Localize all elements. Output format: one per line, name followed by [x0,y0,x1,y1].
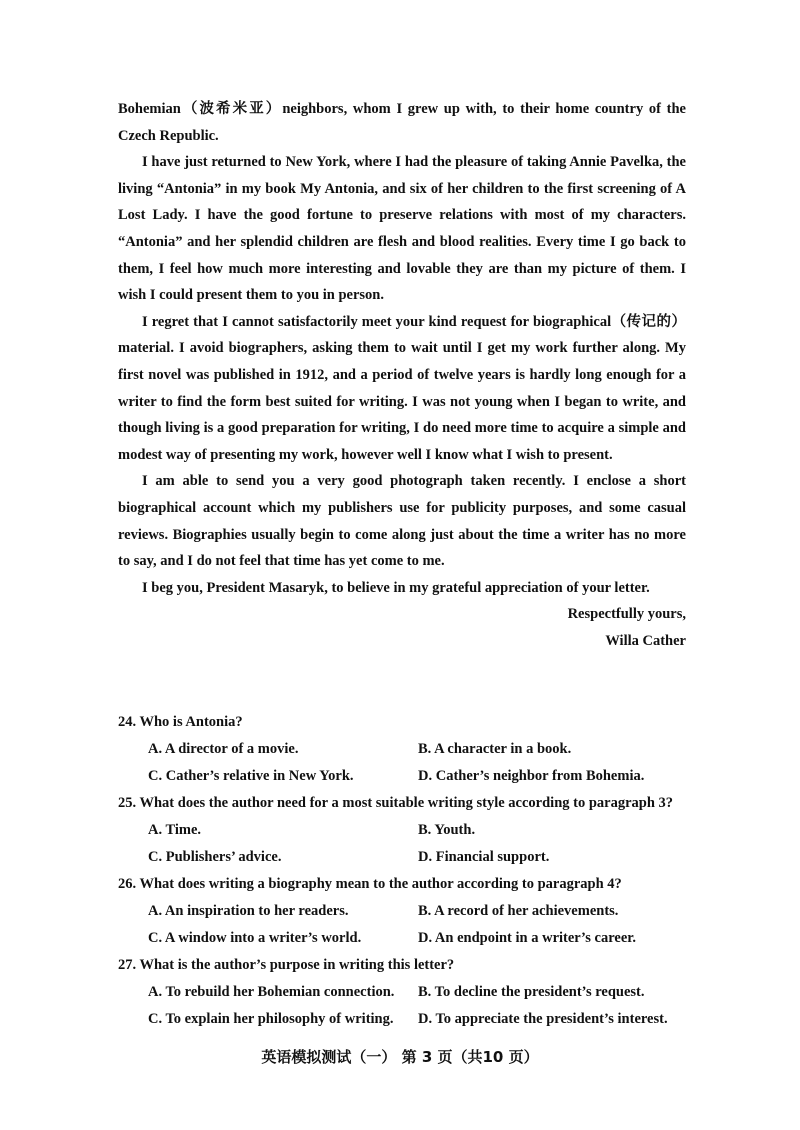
passage-paragraph: I am able to send you a very good photograph taken recently. I enclose a short biographical account which my publishers use for publicity purposes, and some casual reviews. Biographies usually begin to come along just about the time a writer has no more to say, and I do not feel that time has yet come to me. [118,473,686,570]
option-c: C. To explain her philosophy of writing. [148,1011,394,1027]
question-stem: 25. What does the author need for a most suitable writing style according to paragraph 3? [118,795,674,811]
passage-paragraph: I beg you, President Masaryk, to believe in my grateful appreciation of your letter. [142,579,650,596]
letter-closing: Respectfully yours, [567,606,686,623]
option-d: D. Financial support. [418,849,550,865]
passage-continuation: Bohemian（波希米亚）neighbors, whom I grew up with, to their home country of the Czech Republic. [118,101,686,144]
option-b: B. To decline the president’s request. [418,984,645,1000]
option-a: A. To rebuild her Bohemian connection. [148,984,395,1000]
question-27 [118,952,698,1033]
option-c: C. A window into a writer’s world. [148,930,362,946]
question-26 [118,871,698,952]
question-25 [118,790,698,871]
option-b: B. A record of her achievements. [418,903,619,919]
option-a: A. A director of a movie. [148,741,299,757]
letter-signature: Willa Cather [605,632,686,649]
option-b: B. Youth. [418,822,476,838]
option-a: A. An inspiration to her readers. [148,903,349,919]
question-stem: 27. What is the author’s purpose in writing this letter? [118,957,455,973]
question-stem: 26. What does writing a biography mean to the author according to paragraph 4? [118,876,622,892]
option-a: A. Time. [148,822,202,838]
option-d: D. Cather’s neighbor from Bohemia. [418,768,645,784]
option-d: D. An endpoint in a writer’s career. [418,930,637,946]
question-24 [118,709,698,790]
reading-passage [118,96,686,654]
passage-paragraph: I have just returned to New York, where I had the pleasure of taking Annie Pavelka, the living “Antonia” in my book My Antonia, and six of her children to the first screening of A Lost Lady. I have the good fortune to preserve relations with most of my characters. “Antonia” and her splendid children are flesh and blood realities. Every time I go back to them, I feel how much more interesting and lovable they are than my picture of them. I wish I could present them to you in person. [118,154,686,304]
page-footer: 英语模拟测试（一） 第 3 页（共10 页） [261,1048,539,1066]
question-list [118,709,698,1033]
option-b: B. A character in a book. [418,741,572,757]
passage-paragraph: I regret that I cannot satisfactorily meet your kind request for biographical（传记的）material. I avoid biographers, asking them to wait until I get my work further along. My first novel was published in 1912, and a period of twelve years is hardly long enough for a writer to find the form best suited for writing. I was not young when I began to write, and though living is a good preparation for writing, I do need more time to acquire a simple and modest way of presenting my work, however well I know what I wish to present. [118,313,686,463]
option-c: C. Cather’s relative in New York. [148,768,354,784]
option-c: C. Publishers’ advice. [148,849,282,865]
option-d: D. To appreciate the president’s interest. [418,1011,668,1027]
question-stem: 24. Who is Antonia? [118,714,243,730]
